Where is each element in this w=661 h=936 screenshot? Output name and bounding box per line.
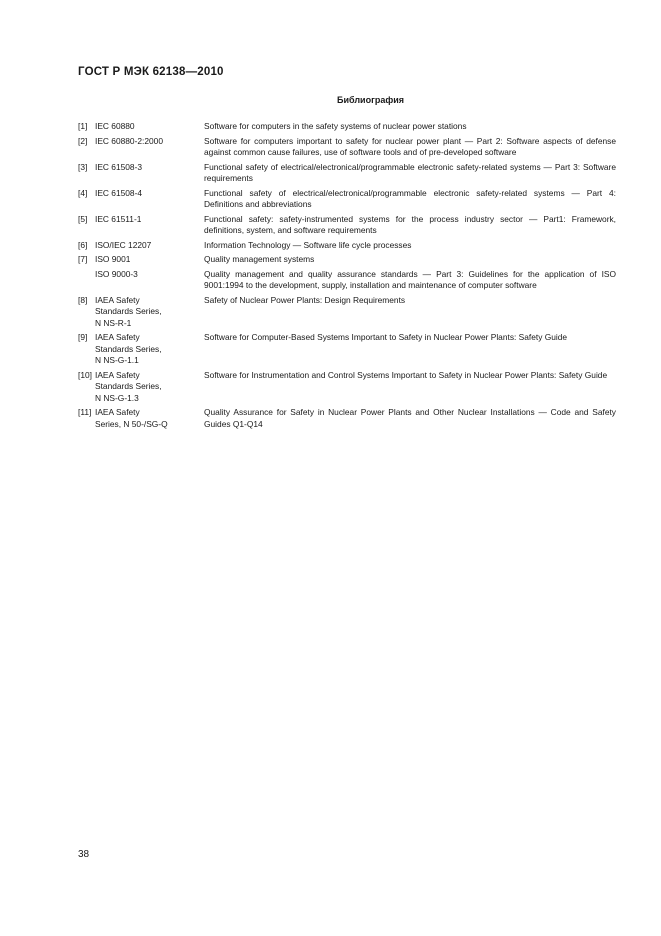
bib-description: Information Technology — Software life cycle processes bbox=[204, 239, 412, 250]
bib-description: Quality Assurance for Safety in Nuclear Power Plants and Other Nuclear Installations — Code and Safety Guides Q1-Q14 bbox=[204, 407, 616, 429]
bib-source: IEC 60880-2:2000 bbox=[95, 135, 163, 146]
bib-description: Software for computers important to safety for nuclear power plant — Part 2: Software aspects of defense against common cause failures, use of software tools and of pre-developed software bbox=[204, 135, 616, 157]
bib-entry-10 bbox=[78, 370, 616, 405]
bib-source: IAEA Safety Series, N 50-/SG-Q bbox=[95, 407, 168, 429]
bib-source: IAEA Safety Standards Series, N NS-G-1.1 bbox=[95, 332, 162, 365]
bib-source: IAEA Safety Standards Series, N NS-G-1.3 bbox=[95, 369, 162, 403]
bib-number: [6] bbox=[78, 239, 88, 250]
bib-number bbox=[78, 269, 95, 292]
bib-description: Quality management systems bbox=[204, 254, 315, 264]
bib-number: [10] bbox=[78, 369, 92, 380]
bibliography-title-wrap bbox=[0, 95, 661, 105]
bib-entry-3 bbox=[78, 162, 616, 185]
bib-source: IEC 61511-1 bbox=[95, 213, 142, 224]
document-header: ГОСТ Р МЭК 62138—2010 bbox=[78, 66, 224, 78]
bib-number: [11] bbox=[78, 407, 92, 417]
bibliography-title: Библиография bbox=[337, 95, 404, 105]
bib-description: Software for computers in the safety systems of nuclear power stations bbox=[204, 121, 467, 131]
bib-source: IAEA Safety Standards Series, N NS-R-1 bbox=[95, 294, 162, 328]
bib-source: IEC 61508-4 bbox=[95, 187, 143, 198]
bib-number: [1] bbox=[78, 121, 88, 131]
bib-number: [8] bbox=[78, 294, 88, 305]
bib-entry-8 bbox=[78, 295, 616, 330]
bib-number: [9] bbox=[78, 332, 88, 342]
bib-source: ISO 9000-3 bbox=[95, 268, 138, 279]
bib-description: Safety of Nuclear Power Plants: Design Requirements bbox=[204, 294, 406, 305]
bib-entry-7b bbox=[78, 269, 616, 292]
bib-entry-5 bbox=[78, 214, 616, 237]
bib-number: [5] bbox=[78, 213, 88, 224]
bib-description: Functional safety: safety-instrumented systems for the process industry sector — Part1: Framework, definitions, system, and software requirements bbox=[204, 213, 616, 235]
bib-number: [3] bbox=[78, 161, 88, 172]
bib-entry-11 bbox=[78, 407, 616, 430]
bib-source: ISO 9001 bbox=[95, 254, 131, 264]
bib-entry-1 bbox=[78, 121, 616, 133]
bib-description: Functional safety of electrical/electronical/programmable electronic safety-related systems — Part 3: Software requirements bbox=[204, 161, 616, 183]
bib-entry-6 bbox=[78, 240, 616, 252]
bib-number: [2] bbox=[78, 135, 88, 146]
bib-description: Software for Instrumentation and Control Systems Important to Safety in Nuclear Power Plants: Safety Guide bbox=[204, 369, 608, 380]
bib-description: Functional safety of electrical/electronical/programmable electronic safety-related systems — Part 4: Definitions and abbreviations bbox=[204, 187, 616, 209]
bib-number: [4] bbox=[78, 187, 88, 198]
bib-source: IEC 61508-3 bbox=[95, 161, 143, 172]
page-number: 38 bbox=[78, 849, 90, 860]
bib-source: ISO/IEC 12207 bbox=[95, 239, 152, 250]
bib-source: IEC 60880 bbox=[95, 121, 135, 131]
bib-description: Quality management and quality assurance standards — Part 3: Guidelines for the application of ISO 9001:1994 to the development, supply, installation and maintenance of computer software bbox=[204, 268, 616, 290]
bib-entry-4 bbox=[78, 188, 616, 211]
bibliography-list bbox=[78, 121, 616, 433]
bib-entry-7 bbox=[78, 254, 616, 266]
bib-number: [7] bbox=[78, 254, 88, 264]
bib-description: Software for Computer-Based Systems Important to Safety in Nuclear Power Plants: Safety Guide bbox=[204, 332, 568, 342]
bib-entry-2 bbox=[78, 136, 616, 159]
bib-entry-9 bbox=[78, 332, 616, 367]
